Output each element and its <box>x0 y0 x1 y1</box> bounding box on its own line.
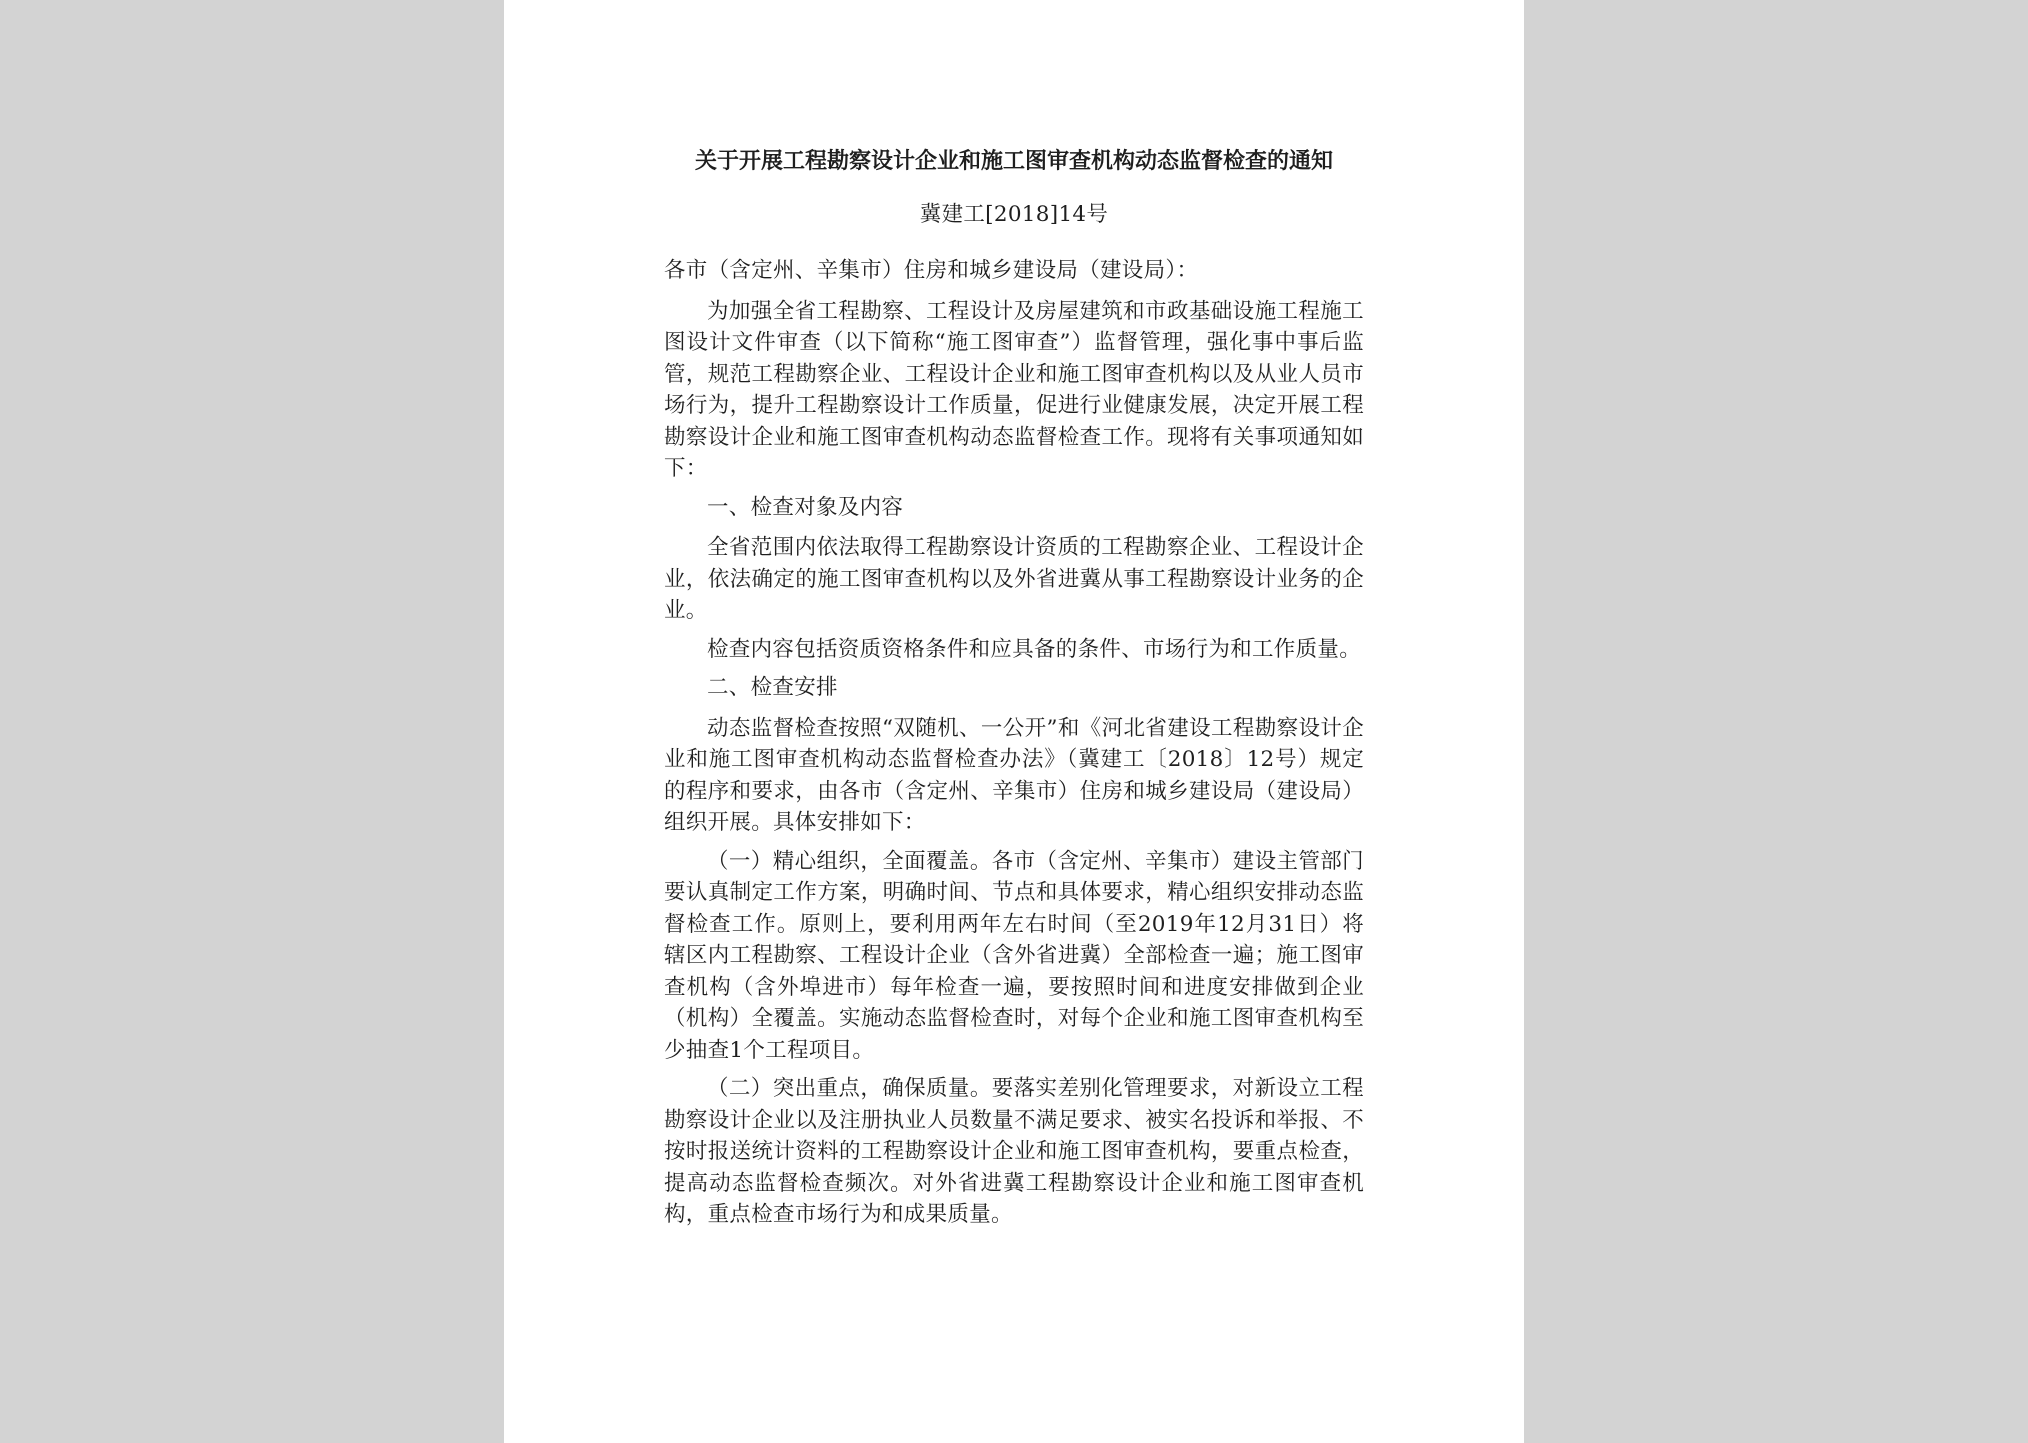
document-number: 冀建工[2018]14号 <box>919 201 1109 227</box>
section2-paragraph-1: 动态监督检查按照“双随机、一公开”和《河北省建设工程勘察设计企业和施工图审查机构动态监督检查办法》（冀建工〔2018〕12号）规定的程序和要求，由各市（含定州、辛集市）住房和城乡建设局（建设局）组织开展。具体安排如下： <box>664 715 1364 835</box>
section2-item-2: （二）突出重点，确保质量。要落实差别化管理要求，对新设立工程勘察设计企业以及注册执业人员数量不满足要求、被实名投诉和举报、不按时报送统计资料的工程勘察设计企业和施工图审查机构，要重点检查，提高动态监督检查频次。对外省进冀工程勘察设计企业和施工图审查机构，重点检查市场行为和成果质量。 <box>664 1076 1364 1227</box>
document-page <box>504 0 1524 1443</box>
section2-item-1: （一）精心组织，全面覆盖。各市（含定州、辛集市）建设主管部门要认真制定工作方案，明确时间、节点和具体要求，精心组织安排动态监督检查工作。原则上，要利用两年左右时间（至2019年12月31日）将辖区内工程勘察、工程设计企业（含外省进冀）全部检查一遍；施工图审查机构（含外埠进市）每年检查一遍，要按照时间和进度安排做到企业（机构）全覆盖。实施动态监督检查时，对每个企业和施工图审查机构至少抽查1个工程项目。 <box>664 848 1364 1063</box>
section1-paragraph-2: 检查内容包括资质资格条件和应具备的条件、市场行为和工作质量。 <box>707 636 1362 662</box>
section1-paragraph-1: 全省范围内依法取得工程勘察设计资质的工程勘察企业、工程设计企业，依法确定的施工图审查机构以及外省进冀从事工程勘察设计业务的企业。 <box>664 535 1364 623</box>
intro-paragraph: 为加强全省工程勘察、工程设计及房屋建筑和市政基础设施工程施工图设计文件审查（以下简称“施工图审查”）监督管理，强化事中事后监管，规范工程勘察企业、工程设计企业和施工图审查机构以及从业人员市场行为，提升工程勘察设计工作质量，促进行业健康发展，决定开展工程勘察设计企业和施工图审查机构动态监督检查工作。现将有关事项通知如下： <box>664 298 1364 481</box>
section-heading-1: 一、检查对象及内容 <box>707 494 904 520</box>
section-heading-2: 二、检查安排 <box>707 675 838 700</box>
page-content <box>664 146 1364 1238</box>
salutation: 各市（含定州、辛集市）住房和城乡建设局（建设局）： <box>664 258 1199 283</box>
document-title: 关于开展工程勘察设计企业和施工图审查机构动态监督检查的通知 <box>694 148 1333 174</box>
